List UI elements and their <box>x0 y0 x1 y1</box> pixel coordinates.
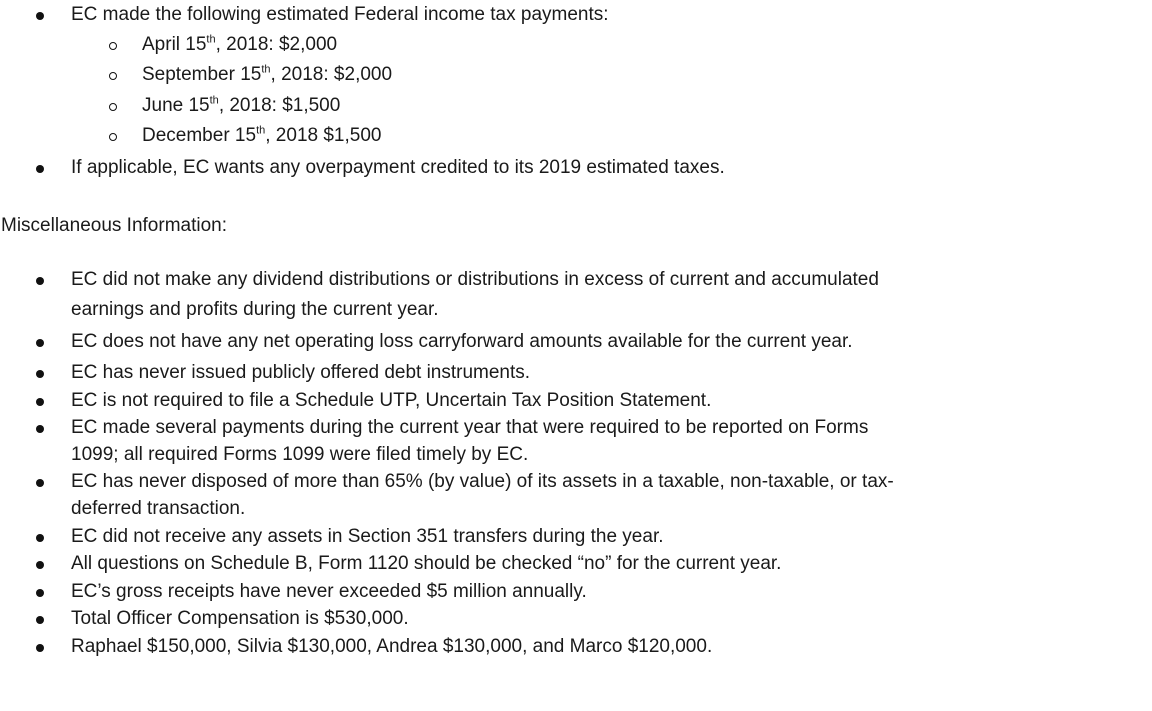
bullet-icon <box>36 398 44 406</box>
list-item-continuation: 1099; all required Forms 1099 were filed timely by EC. <box>71 444 529 465</box>
payment-amount: , 2018: $2,000 <box>270 64 393 85</box>
list-item: EC has never disposed of more than 65% (by value) of its assets in a taxable, non-taxable, or tax- <box>71 471 894 492</box>
list-item: EC does not have any net operating loss carryforward amounts available for the current year. <box>71 331 853 352</box>
list-item-continuation: deferred transaction. <box>71 498 246 519</box>
hollow-bullet-icon <box>109 103 117 111</box>
bullet-icon <box>36 479 44 487</box>
bullet-icon <box>36 561 44 569</box>
section-heading: Miscellaneous Information: <box>1 215 227 236</box>
bullet-icon <box>36 277 44 285</box>
hollow-bullet-icon <box>109 72 117 80</box>
list-item: EC did not make any dividend distributions or distributions in excess of current and accumulated <box>71 269 879 290</box>
hollow-bullet-icon <box>109 133 117 141</box>
bullet-icon <box>36 12 44 20</box>
payments-intro: EC made the following estimated Federal income tax payments: <box>71 4 609 25</box>
bullet-icon <box>36 589 44 597</box>
payment-item <box>142 34 337 56</box>
list-item: EC is not required to file a Schedule UTP, Uncertain Tax Position Statement. <box>71 390 712 411</box>
list-item: EC did not receive any assets in Section 351 transfers during the year. <box>71 526 664 547</box>
bullet-icon <box>36 644 44 652</box>
list-item: EC’s gross receipts have never exceeded $5 million annually. <box>71 581 587 602</box>
payment-item <box>142 125 381 147</box>
payment-amount: , 2018: $2,000 <box>215 34 338 55</box>
ordinal-suffix: th <box>256 124 266 137</box>
payment-date: April 15 <box>142 34 207 55</box>
payment-item <box>142 95 340 117</box>
list-item: Total Officer Compensation is $530,000. <box>71 608 409 629</box>
overpayment-note: If applicable, EC wants any overpayment credited to its 2019 estimated taxes. <box>71 157 725 178</box>
bullet-icon <box>36 616 44 624</box>
payment-date: September 15 <box>142 64 262 85</box>
payment-item <box>142 64 392 86</box>
list-item: EC has never issued publicly offered debt instruments. <box>71 362 531 383</box>
ordinal-suffix: th <box>206 33 216 46</box>
ordinal-suffix: th <box>209 94 219 107</box>
payment-amount: , 2018 $1,500 <box>265 125 382 146</box>
bullet-icon <box>36 339 44 347</box>
payment-date: June 15 <box>142 95 210 116</box>
list-item: EC made several payments during the current year that were required to be reported on Forms <box>71 417 869 438</box>
list-item-continuation: earnings and profits during the current year. <box>71 299 439 320</box>
bullet-icon <box>36 425 44 433</box>
payment-date: December 15 <box>142 125 257 146</box>
list-item: All questions on Schedule B, Form 1120 should be checked “no” for the current year. <box>71 553 782 574</box>
bullet-icon <box>36 165 44 173</box>
payment-amount: , 2018: $1,500 <box>218 95 341 116</box>
list-item: Raphael $150,000, Silvia $130,000, Andrea $130,000, and Marco $120,000. <box>71 636 713 657</box>
ordinal-suffix: th <box>261 63 271 76</box>
bullet-icon <box>36 534 44 542</box>
hollow-bullet-icon <box>109 42 117 50</box>
bullet-icon <box>36 370 44 378</box>
